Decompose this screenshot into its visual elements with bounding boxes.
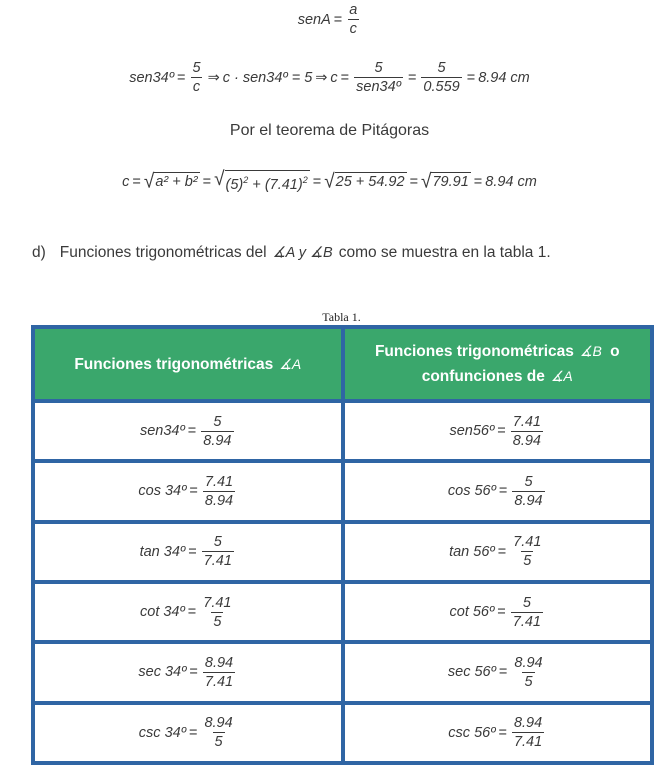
- cell-angle-b: cot 56º = $\frac{5}{7.41}$: [343, 582, 653, 642]
- denominator: 7.41: [512, 613, 541, 630]
- numerator: 5: [522, 594, 531, 611]
- trig-functions-table: [31, 325, 654, 765]
- header-angle-b: Funciones trigonométricas ∡B o confunciones de ∡A: [343, 327, 653, 401]
- denominator: 8.94: [204, 492, 234, 509]
- numerator: 5: [213, 534, 222, 551]
- fraction: $\frac{5}{0.559}$: [423, 60, 460, 95]
- cell-angle-b: csc 56º = $\frac{8.94}{7.41}$: [343, 703, 653, 763]
- function-name: tan 56º: [449, 543, 495, 560]
- denominator: 8.94: [203, 432, 232, 449]
- denominator: 7.41: [204, 673, 234, 690]
- numerator: 8.94: [513, 715, 543, 732]
- table-row: [33, 461, 652, 521]
- function-name: cos 56º: [447, 483, 496, 500]
- table-row: [33, 703, 652, 763]
- denominator: 8.94: [512, 432, 541, 449]
- fraction: $\frac{5}{\text{sen34º}}$: [356, 60, 401, 95]
- function-name: sen56º: [449, 423, 495, 440]
- item-label: d): [32, 244, 46, 261]
- equation-sen34-solve: sen34º = $\frac{5}{c}$ ⇒ c · sen34º = 5 ⇒ c = $\frac{5}{\text{sen34º}}$ = $\frac{5}{0.559}$ = 8.94 cm: [129, 60, 530, 95]
- eq-lhs: senA: [297, 11, 331, 28]
- square-root: √ a² + b²: [143, 170, 198, 193]
- function-name: csc 34º: [138, 724, 186, 741]
- paragraph-d: d) Funciones trigonométricas del ∡A y ∡B como se muestra en la tabla 1.: [32, 244, 551, 261]
- cell-angle-a: sen34º = $\frac{5}{8.94}$: [33, 401, 343, 461]
- denominator: 5: [523, 553, 532, 570]
- function-name: cot 34º: [140, 604, 185, 621]
- cell-angle-b: cos 56º = $\frac{5}{8.94}$: [343, 461, 653, 521]
- denominator: 7.41: [513, 734, 543, 751]
- cell-angle-b: sen56º = $\frac{7.41}{8.94}$: [343, 401, 653, 461]
- table-row: [33, 582, 652, 642]
- cell-angle-b: sec 56º = $\frac{8.94}{5}$: [343, 642, 653, 702]
- fraction: [202, 715, 234, 750]
- numerator: 8.94: [514, 654, 543, 671]
- numerator: 8.94: [204, 715, 233, 732]
- fraction: [201, 414, 233, 449]
- function-name: sen34º: [139, 423, 185, 440]
- header-angle-a: Funciones trigonométricas ∡A: [33, 327, 343, 401]
- fraction: [203, 655, 235, 690]
- cell-angle-a: sec 34º = $\frac{8.94}{7.41}$: [33, 642, 343, 702]
- numerator: 5: [213, 413, 222, 430]
- equation-sen-definition: senA = $\frac{a}{c}$: [297, 2, 358, 37]
- table-row: [33, 522, 652, 582]
- function-name: tan 34º: [139, 543, 186, 560]
- pitagoras-heading: Por el teorema de Pitágoras: [229, 122, 430, 139]
- function-name: sec 56º: [447, 664, 496, 681]
- fraction: [202, 534, 234, 569]
- fraction: $\frac{5}{c}$: [192, 60, 201, 95]
- table-row: [33, 401, 652, 461]
- cell-angle-b: tan 56º = $\frac{7.41}{5}$: [343, 522, 653, 582]
- fraction: $\frac{a}{c}$: [349, 2, 358, 37]
- equation-pitagoras: c = √ a² + b² = √ $(5)^2 + (7.41)^2$ = √ 25 + 54.92 = √ 79.91 = 8.94 cm: [122, 168, 537, 193]
- fraction: [201, 595, 233, 630]
- fraction: [512, 474, 544, 509]
- square-root: √ $(5)^2 + (7.41)^2$: [214, 168, 308, 193]
- denominator: 5: [214, 734, 223, 751]
- numerator: 7.41: [204, 473, 234, 490]
- numerator: 7.41: [513, 534, 542, 551]
- denominator: 8.94: [514, 492, 543, 509]
- fraction: [512, 655, 544, 690]
- denominator: 5: [524, 673, 533, 690]
- cell-angle-a: tan 34º = $\frac{5}{7.41}$: [33, 522, 343, 582]
- numerator: 7.41: [203, 594, 232, 611]
- numerator: 7.41: [512, 413, 541, 430]
- denominator: 7.41: [203, 553, 232, 570]
- fraction: [511, 534, 543, 569]
- cell-angle-a: cot 34º = $\frac{7.41}{5}$: [33, 582, 343, 642]
- numerator: 5: [524, 473, 533, 490]
- table-caption: Tabla 1.: [322, 310, 361, 324]
- fraction: [512, 715, 544, 750]
- cell-angle-a: cos 34º = $\frac{7.41}{8.94}$: [33, 461, 343, 521]
- square-root: √ 25 + 54.92: [324, 170, 405, 193]
- function-name: csc 56º: [448, 724, 496, 741]
- function-name: cos 34º: [138, 483, 187, 500]
- table-row: [33, 642, 652, 702]
- numerator: 8.94: [204, 654, 234, 671]
- cell-angle-a: csc 34º = $\frac{8.94}{5}$: [33, 703, 343, 763]
- square-root: √ 79.91: [421, 170, 469, 193]
- function-name: cot 56º: [449, 604, 495, 621]
- fraction: [511, 414, 543, 449]
- angles-label: ∡A y ∡B: [272, 245, 333, 261]
- fraction: [511, 595, 543, 630]
- function-name: sec 34º: [138, 664, 187, 681]
- fraction: [203, 474, 235, 509]
- denominator: 5: [213, 613, 222, 630]
